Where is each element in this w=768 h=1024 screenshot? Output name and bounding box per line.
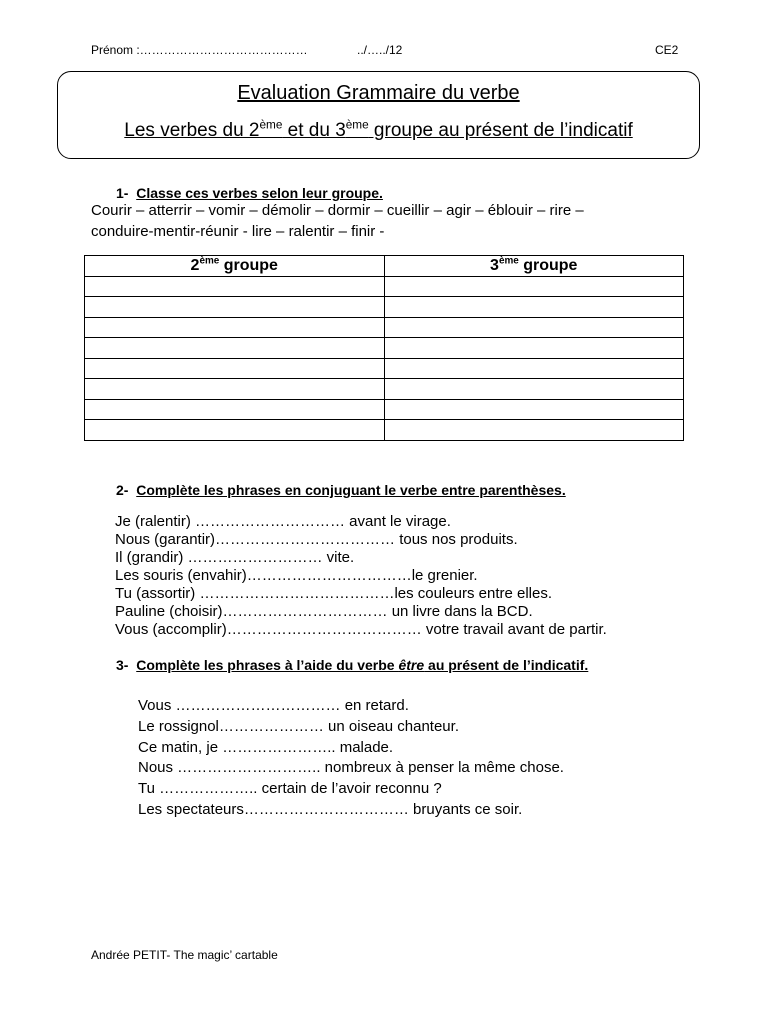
q1-verbs-line1: Courir – atterrir – vomir – démolir – dormir – cueillir – agir – éblouir – rire – [91, 202, 584, 219]
q3-number: 3- [116, 657, 129, 673]
col-2eme-groupe: 2ème groupe [85, 256, 385, 277]
table-row [85, 399, 684, 420]
q1-verbs-line2: conduire-mentir-réunir - lire – ralentir – finir - [91, 223, 385, 240]
q2-sentence: Nous (garantir)……………………………… tous nos produits. [115, 531, 518, 548]
table-cell[interactable] [384, 358, 684, 379]
q3-sentence: Le rossignol………………… un oiseau chanteur. [138, 718, 459, 735]
table-cell[interactable] [384, 399, 684, 420]
table-cell[interactable] [384, 420, 684, 441]
q2-sentence: Pauline (choisir)…………………………… un livre dans la BCD. [115, 603, 533, 620]
q2-sentence: Les souris (envahir)……………………………le grenier. [115, 567, 478, 584]
table-row [85, 317, 684, 338]
q3-sentence: Les spectateurs…………………………… bruyants ce soir. [138, 801, 523, 818]
q3-sentence: Nous ……………………….. nombreux à penser la même chose. [138, 759, 564, 776]
q3-instruction: Complète les phrases à l’aide du verbe être au présent de l’indicatif. [136, 657, 589, 673]
table-row [85, 358, 684, 379]
table-row [85, 379, 684, 400]
table-cell[interactable] [384, 317, 684, 338]
table-cell[interactable] [384, 297, 684, 318]
col-3eme-groupe: 3ème groupe [384, 256, 684, 277]
level-label: CE2 [655, 43, 679, 57]
table-cell[interactable] [384, 338, 684, 359]
prenom-field: Prénom :…………………………………… [91, 43, 308, 57]
table-row [85, 338, 684, 359]
q2-sentence: Il (grandir) ……………………… vite. [115, 549, 355, 566]
table-row [85, 297, 684, 318]
table-cell[interactable] [85, 379, 385, 400]
page-title: Evaluation Grammaire du verbe [237, 82, 520, 104]
q1-number: 1- [116, 185, 129, 201]
q1-heading [116, 185, 383, 201]
table-cell[interactable] [85, 338, 385, 359]
table-cell[interactable] [384, 276, 684, 297]
table-cell[interactable] [85, 276, 385, 297]
score-field: ../…../12 [357, 43, 403, 57]
q2-sentence: Vous (accomplir)………………………………… votre travail avant de partir. [115, 621, 607, 638]
q2-instruction: Complète les phrases en conjuguant le verbe entre parenthèses. [136, 482, 566, 498]
table-cell[interactable] [85, 399, 385, 420]
verb-group-table [84, 255, 684, 441]
q2-sentence: Tu (assortir) …………………………………les couleurs entre elles. [115, 585, 553, 602]
title-box [57, 71, 700, 159]
q2-number: 2- [116, 482, 129, 498]
table-cell[interactable] [85, 420, 385, 441]
page-subtitle: Les verbes du 2ème et du 3ème groupe au présent de l’indicatif [124, 118, 633, 141]
table-row [85, 420, 684, 441]
q3-sentence: Tu ……………….. certain de l’avoir reconnu ? [138, 780, 442, 797]
q2-sentence: Je (ralentir) ………………………… avant le virage. [115, 513, 451, 530]
table-cell[interactable] [85, 358, 385, 379]
table-cell[interactable] [85, 317, 385, 338]
table-cell[interactable] [384, 379, 684, 400]
q3-sentence: Ce matin, je ………………….. malade. [138, 739, 394, 756]
footer-credit: Andrée PETIT- The magic’ cartable [91, 948, 278, 962]
table-cell[interactable] [85, 297, 385, 318]
q3-sentence: Vous …………………………… en retard. [138, 697, 409, 714]
table-row [85, 276, 684, 297]
q3-heading [116, 657, 588, 673]
q1-instruction: Classe ces verbes selon leur groupe. [136, 185, 383, 201]
q2-heading [116, 482, 566, 498]
